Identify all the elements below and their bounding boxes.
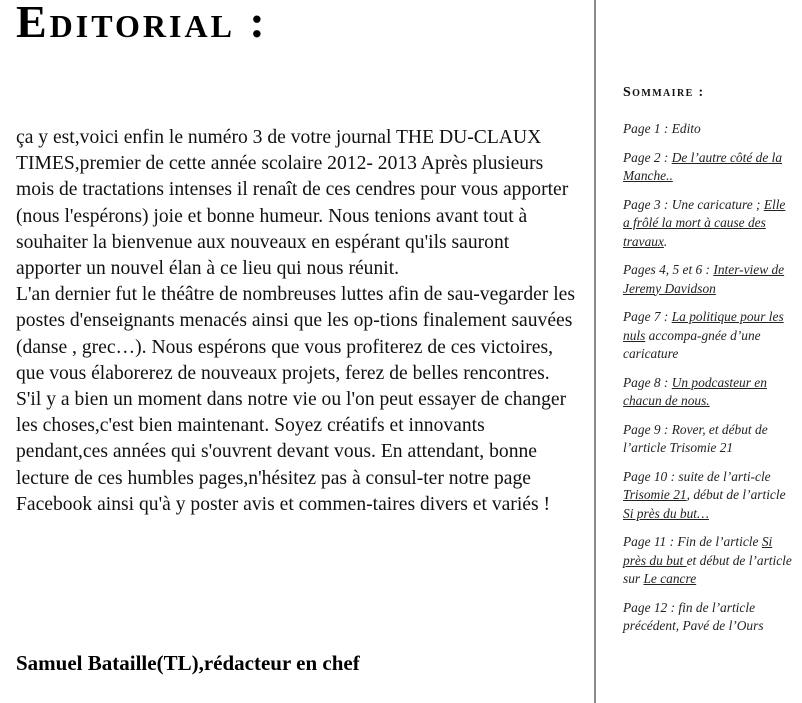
sommaire-link-si-pres-du-but-2[interactable]: Si près du but: [623, 534, 773, 568]
column-divider: [594, 0, 596, 703]
sommaire-item-text: Page 9 : Rover, et début de l’article Trisomie 21: [623, 421, 768, 455]
sommaire-item-text: Page 12 : fin de l’article précédent, Pavé de l’Ours: [623, 599, 764, 633]
sommaire-item-page-3: [623, 196, 795, 252]
sommaire-item-page-10: [623, 468, 795, 524]
sommaire-item-text: Page 2 :: [623, 149, 672, 165]
sommaire-item-text: Page 3 : Une caricature ;: [623, 196, 764, 212]
sommaire-item-text: Page 8 :: [623, 374, 672, 390]
sommaire-item-text: accompa-gnée d’une caricature: [623, 327, 761, 361]
editorial-body: [16, 125, 576, 518]
sommaire-item-pages-4-5-6: [623, 261, 795, 298]
sommaire-item-text: et début de l’article sur: [623, 552, 792, 586]
sommaire-item-page-9: [623, 421, 795, 458]
sommaire-link-de-l-autre-cote[interactable]: De l’autre côté de la Manche..: [623, 149, 783, 183]
sommaire-item-text: .: [663, 233, 668, 249]
sommaire-link-elle-a-frole-la-mort[interactable]: Elle a frôlé la mort à cause des travaux: [623, 196, 786, 249]
sommaire-link-le-cancre[interactable]: Le cancre: [643, 571, 697, 586]
sommaire-link-interview[interactable]: Inter-view de Jeremy Davidson: [623, 262, 785, 296]
sommaire-link-la-politique[interactable]: La politique pour les nuls: [623, 309, 784, 343]
sommaire-sidebar: [623, 80, 795, 646]
editorial-signature: Samuel Bataille(TL),rédacteur en chef: [16, 651, 360, 675]
sommaire-item-text: Page 11 : Fin de l’article: [623, 534, 762, 549]
sommaire-link-podcasteur[interactable]: Un podcasteur en chacun de nous.: [623, 374, 767, 408]
sommaire-item-page-12: [623, 599, 795, 636]
sommaire-link-si-pres-du-but[interactable]: Si près du but…: [623, 505, 709, 521]
editorial-title: Editorial :: [16, 0, 268, 47]
sommaire-item-text: , début de l’article: [686, 487, 786, 502]
sommaire-item-text: Page 7 :: [623, 309, 672, 324]
sommaire-item-page-7: [623, 308, 795, 364]
sommaire-item-page-2: [623, 149, 795, 186]
sommaire-item-text: Pages 4, 5 et 6 :: [623, 262, 714, 277]
sommaire-heading: Sommaire :: [623, 85, 705, 100]
sommaire-item-page-1: [623, 120, 795, 139]
sommaire-list: [623, 120, 795, 636]
sommaire-item-page-8: [623, 374, 795, 411]
sommaire-item-page-11: [623, 533, 795, 589]
sommaire-item-text: Page 10 : suite de l’arti-cle: [623, 468, 771, 484]
editorial-paragraph-2: L'an dernier fut le théâtre de nombreuses luttes afin de sau-vegarder les postes d'enseignants menacés ainsi que les op-tions finalement sauvées (danse , grec…). Nous espérons que vous profiterez de ces victoires, que vous élaborerez de nouveaux projets, ferez de belles rencontres. S'il y a bien un moment dans notre vie ou l'on peut essayer de changer les choses,c'est bien maintenant. Soyez créatifs et innovants pendant,ces années qui s'ouvrent devant vous. En attendant, bonne lecture de ces humbles pages,n'hésitez pas à consul-ter notre page Facebook ainsi qu'à y poster avis et commen-taires divers et variés !: [16, 284, 575, 515]
sommaire-item-text: Page 1 : Edito: [623, 121, 701, 136]
editorial-paragraph-1: ça y est,voici enfin le numéro 3 de votre journal THE DU-CLAUX TIMES,premier de cette année scolaire 2012- 2013 Après plusieurs mois de tractations intenses il renaît de ces cendres pour vous apporter (nous l'espérons) joie et bonne humeur. Nous tenions avant tout à souhaiter la bienvenue aux nouveaux en espérant qu'ils sauront apporter un nouvel élan à ce lieu qui nous réunit.: [16, 127, 569, 280]
sommaire-link-trisomie-21[interactable]: Trisomie 21: [623, 487, 687, 502]
